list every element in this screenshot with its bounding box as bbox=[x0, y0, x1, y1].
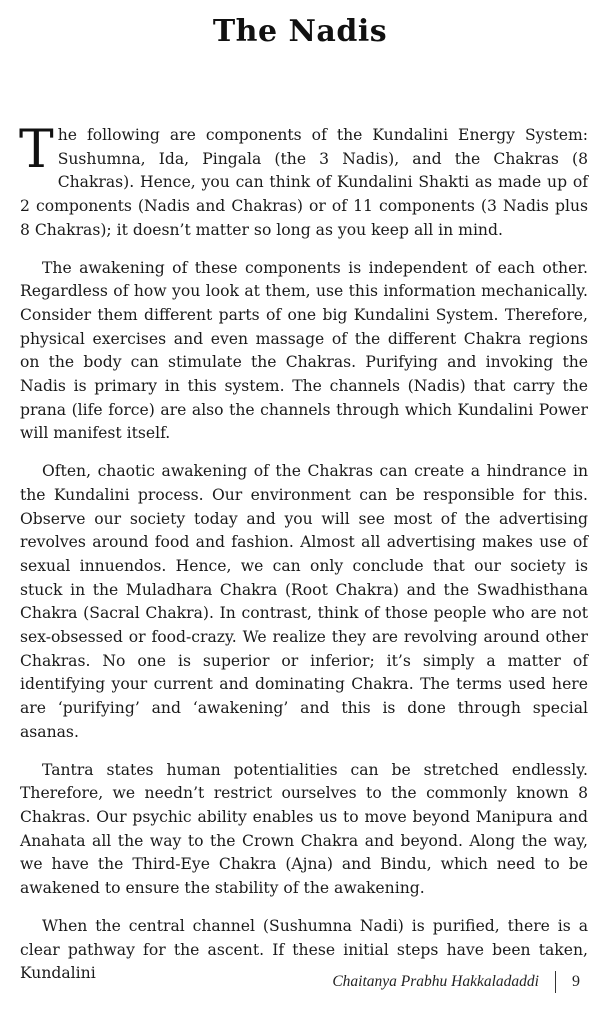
paragraph-1-text: he following are components of the Kundalini Energy System: Sushumna, Ida, Pingala (the 3 Nadis), and the Chakras (8 Chakras). Hence, you can think of Kundalini Shakti as made up of 2 components (Nadis and Chakras) or of 11 components (3 Nadis plus 8 Chakras); it doesn’t matter so long as you keep all in mind. bbox=[20, 126, 588, 239]
footer-divider bbox=[555, 971, 556, 993]
page-footer bbox=[332, 970, 580, 994]
paragraph-1 bbox=[19, 120, 588, 243]
paragraph-3: Often, chaotic awakening of the Chakras can create a hindrance in the Kundalini process. Our environment can be responsible for this. Observe our society today and you will see most of the advertising revolves around food and fashion. Almost all advertising makes use of sexual innuendos. Hence, we can only conclude that our society is stuck in the Muladhara Chakra (Root Chakra) and the Swadhisthana Chakra (Sacral Chakra). In contrast, think of those people who are not sex-obsessed or food-crazy. We realize they are revolving around other Chakras. No one is superior or inferior; it’s simply a matter of identifying your current and dominating Chakra. The terms used here are ‘purifying’ and ‘awakening’ and this is done through special asanas. bbox=[20, 462, 588, 741]
paragraph-5: When the central channel (Sushumna Nadi) is purified, there is a clear pathway for the ascent. If these initial steps have been taken, Kundalini bbox=[20, 916, 588, 983]
drop-cap: T bbox=[19, 120, 54, 180]
body-text bbox=[19, 120, 588, 1000]
chapter-title: The Nadis bbox=[212, 14, 388, 49]
footer-author: Chaitanya Prabhu Hakkaladaddi bbox=[332, 973, 539, 990]
paragraph-2: The awakening of these components is independent of each other. Regardless of how you look at them, use this information mechanically. Consider them different parts of one big Kundalini System. Therefore, physical exercises and even massage of the different Chakra regions on the body can stimulate the Chakras. Purifying and invoking the Nadis is primary in this system. The channels (Nadis) that carry the prana (life force) are also the channels through which Kundalini Power will manifest itself. bbox=[20, 258, 588, 443]
paragraph-4: Tantra states human potentialities can be stretched endlessly. Therefore, we needn’t restrict ourselves to the commonly known 8 Chakras. Our psychic ability enables us to move beyond Manipura and Anahata all the way to the Crown Chakra and beyond. Along the way, we have the Third-Eye Chakra (Ajna) and Bindu, which need to be awakened to ensure the stability of the awakening. bbox=[20, 760, 588, 898]
page-number: 9 bbox=[572, 973, 580, 990]
